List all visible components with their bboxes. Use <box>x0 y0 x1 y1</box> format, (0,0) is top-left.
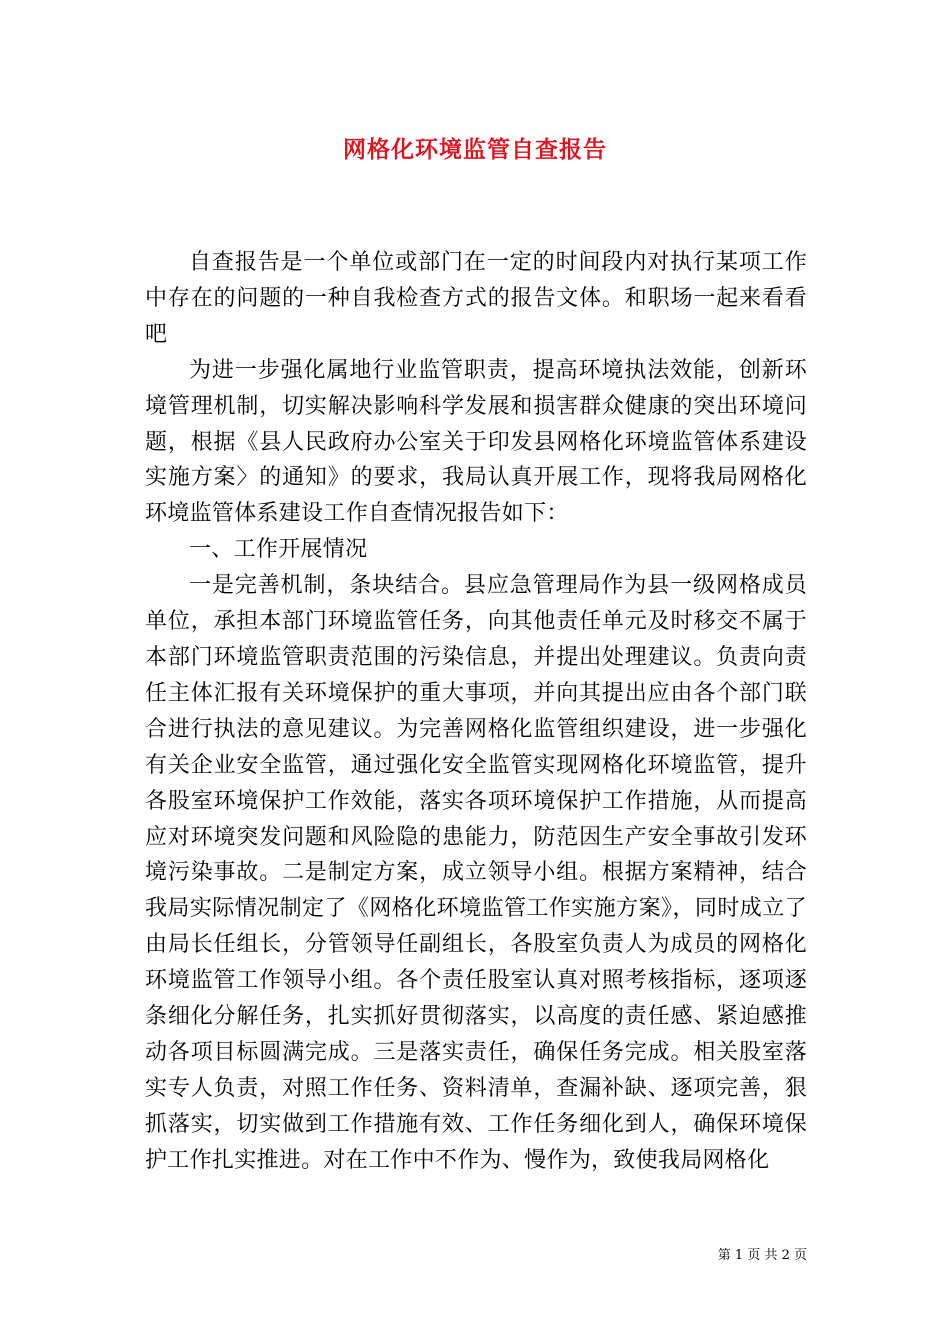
page-number: 第 1 页 共 2 页 <box>717 1248 807 1263</box>
paragraph-purpose: 为进一步强化属地行业监管职责，提高环境执法效能，创新环境管理机制，切实解决影响科学发展和损害群众健康的突出环境问题，根据《县人民政府办公室关于印发县网格化环境监管体系建设实施方案〉的通知》的要求，我局认真开展工作，现将我局网格化环境监管体系建设工作自查情况报告如下： <box>145 357 807 527</box>
paragraph-work-details: 一是完善机制，条块结合。县应急管理局作为县一级网格成员单位，承担本部门环境监管任务，向其他责任单元及时移交不属于本部门环境监管职责范围的污染信息，并提出处理建议。负责向责任主体汇报有关环境保护的重大事项，并向其提出应由各个部门联合进行执法的意见建议。为完善网格化监管组织建设，进一步强化有关企业安全监管，通过强化安全监管实现网格化环境监管，提升各股室环境保护工作效能，落实各项环境保护工作措施，从而提高应对环境突发问题和风险隐的患能力，防范因生产安全事故引发环境污染事故。二是制定方案，成立领导小组。根据方案精神，结合我局实际情况制定了《网格化环境监管工作实施方案》，同时成立了由局长任组长，分管领导任副组长，各股室负责人为成员的网格化环境监管工作领导小组。各个责任股室认真对照考核指标，逐项逐条细化分解任务，扎实抓好贯彻落实，以高度的责任感、紧迫感推动各项目标圆满完成。三是落实责任，确保任务完成。相关股室落实专人负责，对照工作任务、资料清单，查漏补缺、逐项完善，狠抓落实，切实做到工作措施有效、工作任务细化到人，确保环境保护工作扎实推进。对在工作中不作为、慢作为，致使我局网格化 <box>145 573 807 1173</box>
paragraph-intro: 自查报告是一个单位或部门在一定的时间段内对执行某项工作中存在的问题的一种自我检查方式的报告文体。和职场一起来看看吧 <box>145 250 807 347</box>
section-heading-work-status: 一、工作开展情况 <box>189 537 368 563</box>
document-body <box>145 245 807 1179</box>
document-title: 网格化环境监管自查报告 <box>343 136 607 163</box>
